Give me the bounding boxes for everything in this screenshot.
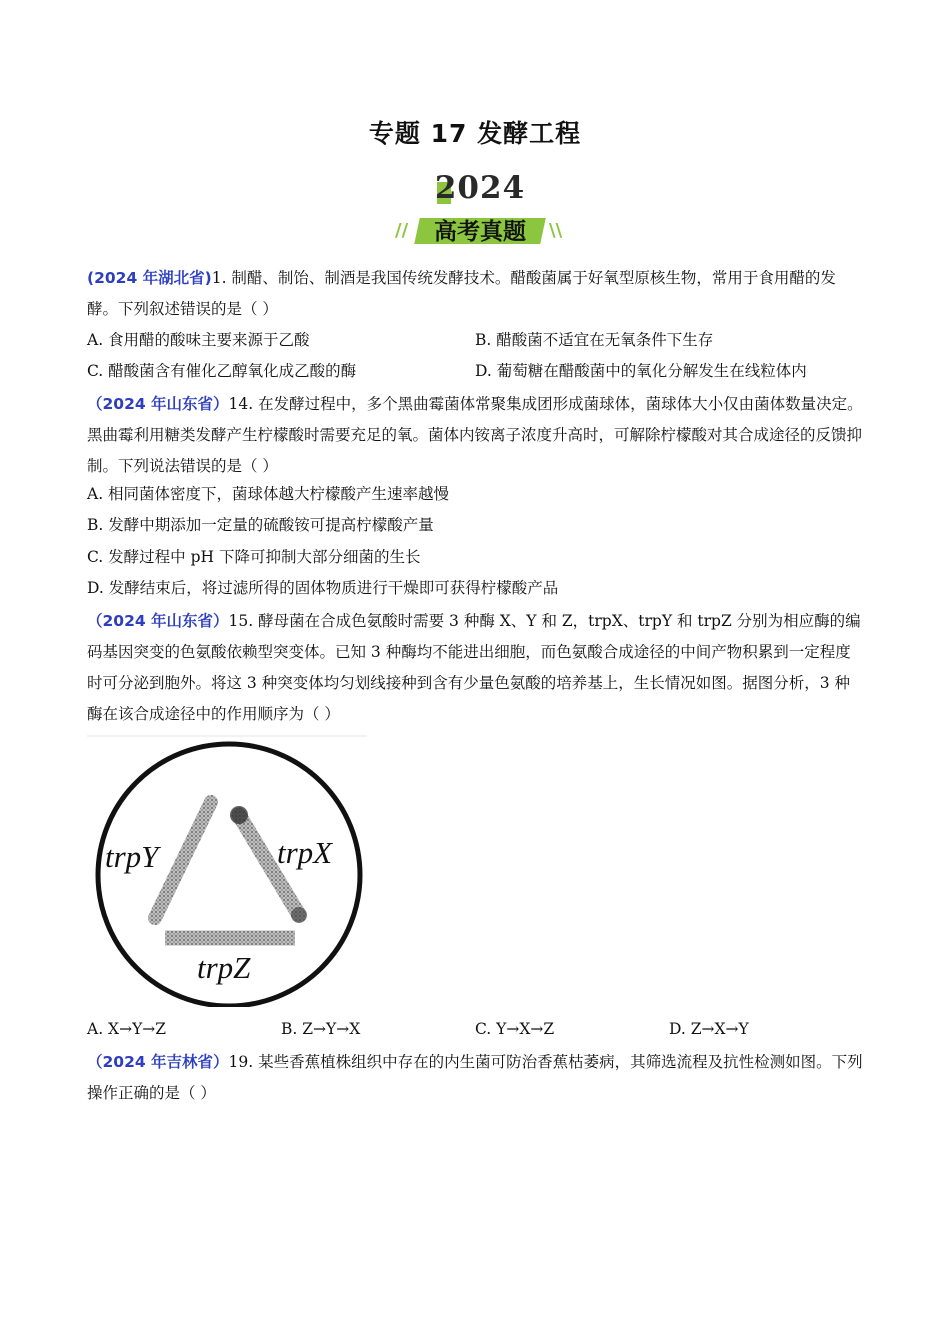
question-14-text: 14. 在发酵过程中，多个黑曲霉菌体常聚集成团形成菌球体，菌球体大小仅由菌体数量决定。黑曲霉利用糖类发酵产生柠檬酸时需要充足的氧。菌体内铵离子浓度升高时，可解除柠檬酸对其合成途径的反馈抑制。下列说法错误的是（ ） xyxy=(87,395,863,475)
label-trpz: trpZ xyxy=(197,950,251,985)
streak-plate-svg xyxy=(87,735,367,1007)
streak-trpx-dense-end-2 xyxy=(291,907,307,923)
question-19-text: 19. 某些香蕉植株组织中存在的内生菌可防治香蕉枯萎病，其筛选流程及抗性检测如图。下列操作正确的是（ ） xyxy=(87,1053,863,1102)
question-1-stem xyxy=(87,263,865,325)
question-15-option-c: C. Y→X→Z xyxy=(475,1020,555,1038)
page-title: 专题 17 发酵工程 xyxy=(368,119,582,148)
question-14-stem xyxy=(87,389,865,482)
question-1-text: 1. 制醋、制饴、制酒是我国传统发酵技术。醋酸菌属于好氧型原核生物，常用于食用醋的发酵。下列叙述错误的是（ ） xyxy=(87,269,836,318)
streak-plate-figure xyxy=(87,735,367,1007)
question-1-option-a: A. 食用醋的酸味主要来源于乙酸 xyxy=(87,331,310,349)
banner-slash-left: // xyxy=(395,220,409,241)
year-banner xyxy=(385,168,575,250)
question-14-option-b: B. 发酵中期添加一定量的硫酸铵可提高柠檬酸产量 xyxy=(87,516,434,534)
question-15-option-a: A. X→Y→Z xyxy=(87,1020,167,1038)
banner-year: 2024 xyxy=(434,170,526,206)
question-14-option-a: A. 相同菌体密度下，菌球体越大柠檬酸产生速率越慢 xyxy=(87,485,450,503)
question-15-source: （2024 年山东省） xyxy=(87,612,229,630)
label-trpy: trpY xyxy=(105,839,159,874)
question-19-stem xyxy=(87,1047,865,1109)
banner-slash-right: \\ xyxy=(549,220,563,241)
question-15-stem xyxy=(87,606,865,730)
streak-trpx-dense-end xyxy=(230,806,248,824)
label-trpx: trpX xyxy=(277,835,333,870)
question-1-option-d: D. 葡萄糖在醋酸菌中的氧化分解发生在线粒体内 xyxy=(475,362,807,380)
question-19-source: （2024 年吉林省） xyxy=(87,1053,229,1071)
question-15-option-d: D. Z→X→Y xyxy=(669,1020,749,1038)
question-15-text: 15. 酵母菌在合成色氨酸时需要 3 种酶 X、Y 和 Z，trpX、trpY 和 trpZ 分别为相应酶的编码基因突变的色氨酸依赖型突变体。已知 3 种酶均不能进出细胞，而色氨酸合成途径的中间产物积累到一定程度时可分泌到胞外。将这 3 种突变体均匀划线接种到含有少量色氨酸的培养基上，生长情况如图。据图分析，3 种酶在该合成途径中的作用顺序为（ ） xyxy=(87,612,861,723)
question-1-source: (2024 年湖北省) xyxy=(87,269,212,287)
question-14-option-d: D. 发酵结束后，将过滤所得的固体物质进行干燥即可获得柠檬酸产品 xyxy=(87,579,559,597)
question-14-source: （2024 年山东省） xyxy=(87,395,229,413)
question-15-option-b: B. Z→Y→X xyxy=(281,1020,361,1038)
question-14-option-c: C. 发酵过程中 pH 下降可抑制大部分细菌的生长 xyxy=(87,548,421,566)
banner-label: 高考真题 xyxy=(434,219,526,245)
question-1-option-c: C. 醋酸菌含有催化乙醇氧化成乙酸的酶 xyxy=(87,362,357,380)
question-1-option-b: B. 醋酸菌不适宜在无氧条件下生存 xyxy=(475,331,714,349)
